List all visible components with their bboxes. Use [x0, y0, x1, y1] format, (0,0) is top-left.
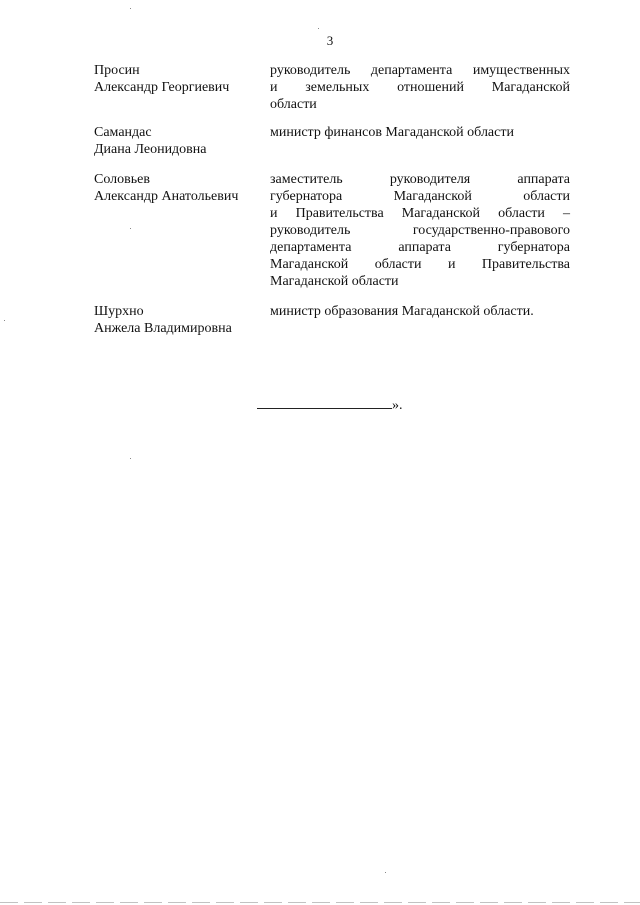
member-surname: Соловьев [94, 172, 150, 187]
member-name [94, 303, 264, 337]
position-line: и земельных отношений Магаданской [270, 80, 570, 95]
member-name [94, 62, 264, 96]
closing-mark: ». [392, 398, 403, 413]
member-position [270, 171, 570, 290]
member-position [270, 303, 570, 320]
position-line: области [270, 97, 317, 112]
position-line: Магаданской области [270, 274, 399, 289]
position-line: министр финансов Магаданской области [270, 125, 514, 140]
member-given-names: Александр Анатольевич [94, 189, 239, 204]
scan-speck [130, 8, 131, 9]
member-surname: Шурхно [94, 304, 144, 319]
closing-rule [257, 396, 392, 409]
position-line: министр образования Магаданской области. [270, 304, 534, 319]
position-line: Магаданской области и Правительства [270, 257, 570, 272]
position-line: и Правительства Магаданской области – [270, 206, 570, 221]
member-given-names: Диана Леонидовна [94, 142, 207, 157]
member-surname: Просин [94, 63, 140, 78]
position-line: руководитель государственно-правового [270, 223, 570, 238]
closing-line [257, 396, 403, 414]
scan-edge [0, 902, 640, 903]
scan-speck [318, 28, 319, 29]
member-given-names: Анжела Владимировна [94, 321, 232, 336]
position-line: руководитель департамента имущественных [270, 63, 570, 78]
member-name [94, 124, 264, 158]
scan-speck [130, 458, 131, 459]
member-given-names: Александр Георгиевич [94, 80, 230, 95]
scan-speck [4, 320, 5, 321]
scan-speck [385, 872, 386, 873]
scan-speck [130, 228, 131, 229]
position-line: департамента аппарата губернатора [270, 240, 570, 255]
page-number: 3 [326, 33, 334, 48]
member-surname: Самандас [94, 125, 152, 140]
position-line: губернатора Магаданской области [270, 189, 570, 204]
member-name [94, 171, 264, 205]
position-line: заместитель руководителя аппарата [270, 172, 570, 187]
member-position [270, 124, 570, 141]
member-position [270, 62, 570, 113]
